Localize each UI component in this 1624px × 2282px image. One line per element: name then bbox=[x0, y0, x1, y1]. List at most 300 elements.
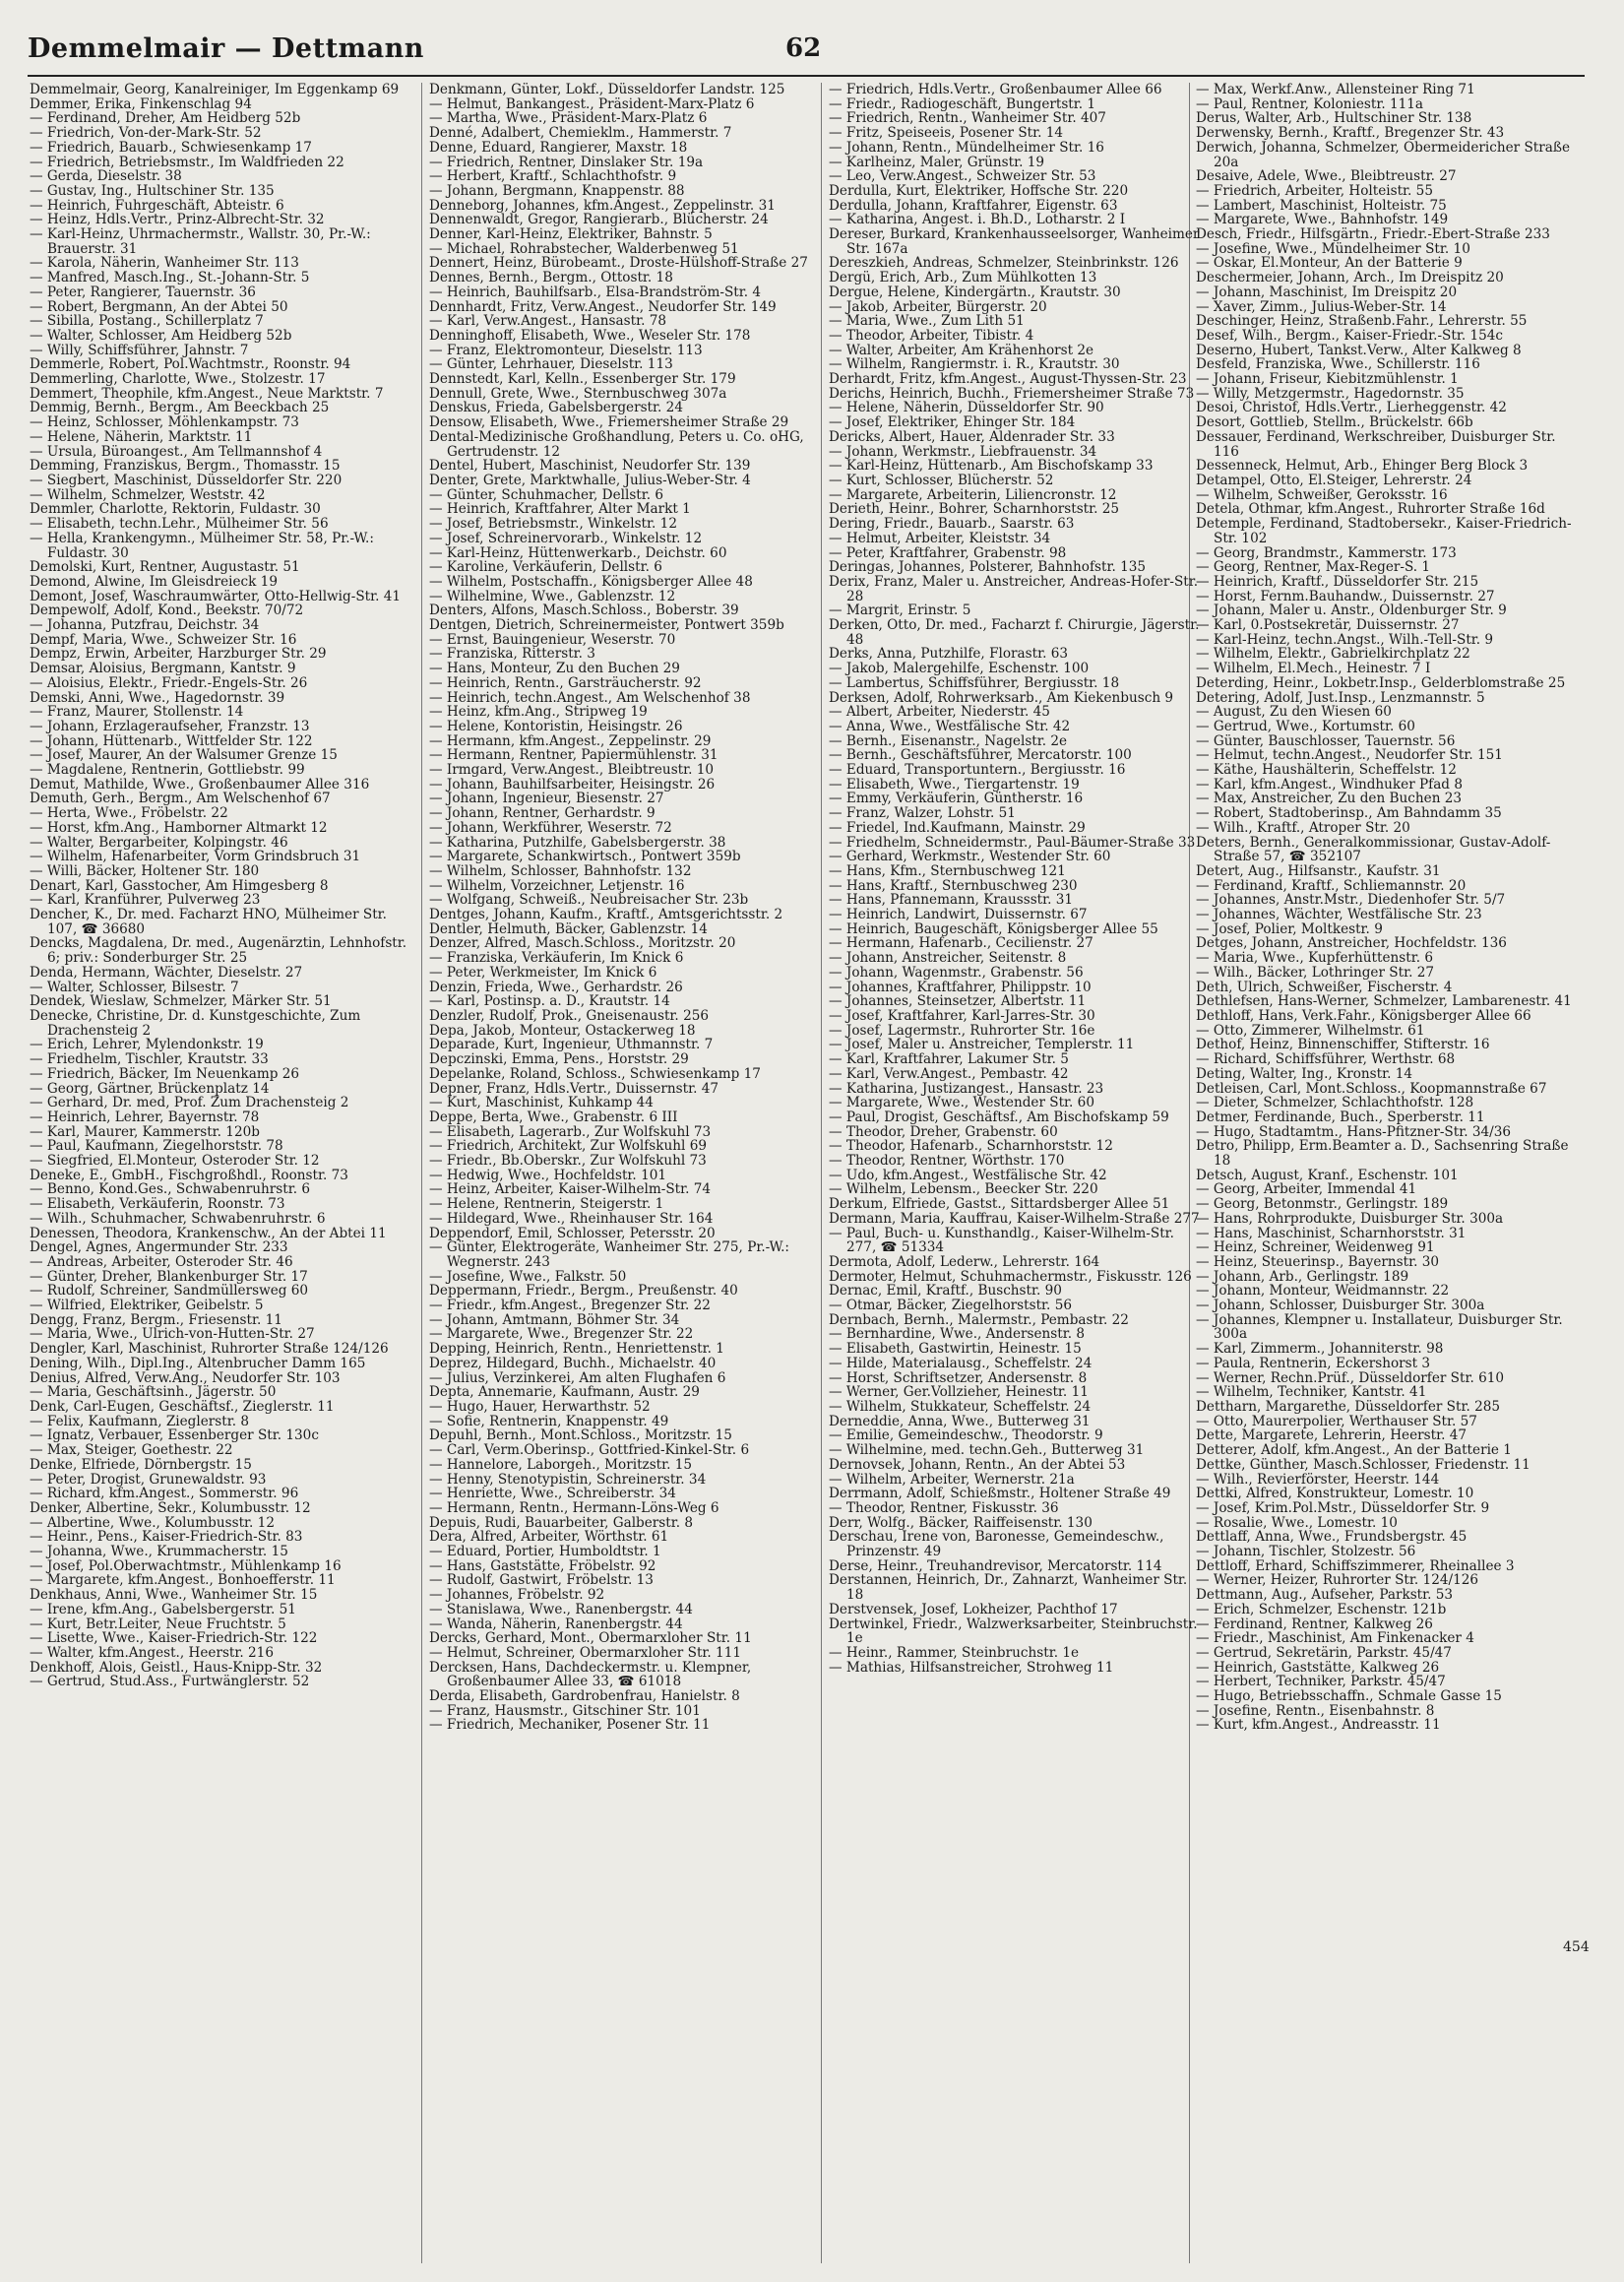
directory-entry: Derksen, Adolf, Rohrwerksarb., Am Kiekenbusch 9 bbox=[829, 689, 1174, 706]
directory-entry: — Günter, Schuhmacher, Dellstr. 6 bbox=[429, 486, 664, 503]
directory-entry: — Friedrich, Rentn., Wanheimer Str. 407 bbox=[829, 110, 1106, 127]
directory-entry: — Karl-Heinz, Uhrmachermstr., Wallstr. 30, Pr.-W.: Brauerstr. 31 bbox=[30, 226, 371, 257]
directory-entry: Denzer, Alfred, Masch.Schloss., Moritzstr. 20 bbox=[429, 935, 736, 952]
directory-entry: — Erich, Lehrer, Mylendonkstr. 19 bbox=[30, 1037, 264, 1053]
directory-entry: — Albertine, Wwe., Kolumbusstr. 12 bbox=[30, 1514, 275, 1531]
directory-entry: — Hans, Monteur, Zu den Buchen 29 bbox=[429, 661, 680, 677]
directory-entry: — Margarete, Wwe., Bahnhofstr. 149 bbox=[1196, 212, 1449, 228]
directory-entry: — Josefine, Rentn., Eisenbahnstr. 8 bbox=[1196, 1702, 1435, 1719]
header-rule bbox=[28, 75, 1585, 77]
directory-entry: Desoi, Christof, Hdls.Vertr., Lierheggenstr. 42 bbox=[1196, 400, 1507, 416]
directory-entry: — Josef, Maler u. Anstreicher, Templerstr. 11 bbox=[829, 1037, 1135, 1053]
directory-entry: — Wilhelm, El.Mech., Heinestr. 7 I bbox=[1196, 661, 1431, 677]
directory-entry: — Rosalie, Wwe., Lomestr. 10 bbox=[1196, 1514, 1398, 1531]
directory-entry: — Maria, Wwe., Kupferhüttenstr. 6 bbox=[1196, 950, 1434, 967]
directory-entry: — Heinrich, Bauhilfsarb., Elsa-Brandström-Str. 4 bbox=[429, 284, 762, 300]
directory-entry: — Josef, Kraftfahrer, Karl-Jarres-Str. 30 bbox=[829, 1008, 1095, 1024]
directory-entry: Denter, Grete, Marktwhalle, Julius-Weber-Str. 4 bbox=[429, 472, 751, 488]
directory-entry: Detampel, Otto, El.Steiger, Lehrerstr. 24 bbox=[1196, 472, 1472, 488]
directory-entry: Derkum, Elfriede, Gastst., Sittardsberger Allee 51 bbox=[829, 1196, 1170, 1213]
directory-entry: — Johann, Wagenmstr., Grabenstr. 56 bbox=[829, 964, 1084, 981]
directory-entry: Derstvensek, Josef, Lokheizer, Pachthof 17 bbox=[829, 1601, 1118, 1617]
directory-entry: Dermota, Adolf, Lederw., Lehrerstr. 164 bbox=[829, 1253, 1100, 1270]
directory-entry: Dera, Alfred, Arbeiter, Wörthstr. 61 bbox=[429, 1529, 669, 1546]
directory-entry: — Theodor, Dreher, Grabenstr. 60 bbox=[829, 1123, 1058, 1140]
directory-entry: Deters, Bernh., Generalkommissionar, Gustav-Adolf-Straße 57, ☎ 352107 bbox=[1196, 834, 1551, 865]
directory-entry: — Margrit, Erinstr. 5 bbox=[829, 602, 971, 619]
directory-entry: Dennes, Bernh., Bergm., Ottostr. 18 bbox=[429, 270, 673, 286]
directory-entry: Dereser, Burkard, Krankenhausseelsorger, Wanheimer Str. 167a bbox=[829, 226, 1200, 257]
directory-entry: — Karola, Näherin, Wanheimer Str. 113 bbox=[30, 255, 299, 272]
directory-entry: — Friedrich, Mechaniker, Posener Str. 11 bbox=[429, 1717, 711, 1734]
directory-entry: — Kurt, Maschinist, Kuhkamp 44 bbox=[429, 1095, 654, 1111]
directory-entry: — Peter, Rangierer, Tauernstr. 36 bbox=[30, 284, 256, 300]
directory-entry: Detert, Aug., Hilfsanstr., Kaufstr. 31 bbox=[1196, 862, 1441, 879]
directory-entry: — Bernhardine, Wwe., Andersenstr. 8 bbox=[829, 1326, 1085, 1343]
directory-entry: — Josefine, Wwe., Mündelheimer Str. 10 bbox=[1196, 240, 1470, 257]
directory-entry: Deting, Walter, Ing., Kronstr. 14 bbox=[1196, 1065, 1413, 1082]
directory-entry: — Mathias, Hilfsanstreicher, Strohweg 11 bbox=[829, 1659, 1114, 1676]
directory-entry: — Gerda, Dieselstr. 38 bbox=[30, 168, 182, 185]
directory-entry: Denkhoff, Alois, Geistl., Haus-Knipp-Str. 32 bbox=[30, 1659, 323, 1676]
directory-entry: — Friedhelm, Schneidermstr., Paul-Bäumer-Straße 33 bbox=[829, 834, 1196, 851]
directory-entry: Dencks, Magdalena, Dr. med., Augenärztin, Lehnhofstr. 6; priv.: Sonderburger Str. 25 bbox=[30, 935, 407, 967]
directory-entry: Deppendorf, Emil, Schlosser, Petersstr. 20 bbox=[429, 1225, 716, 1241]
directory-entry: Deringas, Johannes, Polsterer, Bahnhofstr. 135 bbox=[829, 559, 1147, 576]
directory-entry: — Wilhelm, Arbeiter, Wernerstr. 21a bbox=[829, 1471, 1075, 1488]
directory-entry: — Wilfried, Elektriker, Geibelstr. 5 bbox=[30, 1298, 264, 1314]
directory-entry: Depuhl, Bernh., Mont.Schloss., Moritzstr. 15 bbox=[429, 1427, 732, 1444]
directory-entry: — Katharina, Putzhilfe, Gabelsbergerstr. 38 bbox=[429, 834, 726, 851]
directory-entry: — Friedrich, Arbeiter, Holteistr. 55 bbox=[1196, 182, 1433, 199]
directory-entry: Demski, Anni, Wwe., Hagedornstr. 39 bbox=[30, 689, 285, 706]
directory-entry: — Michael, Rohrabstecher, Walderbenweg 51 bbox=[429, 240, 739, 257]
directory-entry: — Wilhelm, Schlosser, Bahnhofstr. 132 bbox=[429, 862, 692, 879]
directory-entry: — Margarete, kfm.Angest., Bonhoefferstr. 11 bbox=[30, 1572, 336, 1589]
directory-entry: Derhardt, Fritz, kfm.Angest., August-Thyssen-Str. 23 bbox=[829, 371, 1187, 388]
directory-entry: — Kurt, Betr.Leiter, Neue Fruchtstr. 5 bbox=[30, 1616, 286, 1632]
directory-entry: — Wilhelm, Schweißer, Geroksstr. 16 bbox=[1196, 486, 1448, 503]
directory-entry: — Helmut, Arbeiter, Kleiststr. 34 bbox=[829, 530, 1051, 546]
directory-entry: — Irmgard, Verw.Angest., Bleibtreustr. 10 bbox=[429, 762, 715, 779]
directory-entry: — Lambert, Maschinist, Holteistr. 75 bbox=[1196, 197, 1447, 214]
directory-entry: Depta, Annemarie, Kaufmann, Austr. 29 bbox=[429, 1384, 700, 1401]
directory-entry: — Karl, Postinsp. a. D., Krautstr. 14 bbox=[429, 993, 670, 1010]
directory-entry: — Wolfgang, Schweiß., Neubreisacher Str. 23b bbox=[429, 892, 749, 909]
directory-entry: — Felix, Kaufmann, Zieglerstr. 8 bbox=[30, 1413, 250, 1429]
directory-entry: — Johann, Werkmstr., Liebfrauenstr. 34 bbox=[829, 443, 1097, 460]
directory-entry: — Johann, Anstreicher, Seitenstr. 8 bbox=[829, 950, 1067, 967]
directory-entry: Dette, Margarete, Lehrerin, Heerstr. 47 bbox=[1196, 1427, 1468, 1444]
directory-entry: — Friedrich, Betriebsmstr., Im Waldfrieden 22 bbox=[30, 154, 344, 170]
directory-entry: Dessauer, Ferdinand, Werkschreiber, Duisburger Str. 116 bbox=[1196, 428, 1556, 460]
directory-entry: — Johannes, Steinsetzer, Albertstr. 11 bbox=[829, 993, 1087, 1010]
directory-entry: — Katharina, Justizangest., Hansastr. 23 bbox=[829, 1080, 1104, 1097]
directory-entry: — Willy, Metzgermstr., Hagedornstr. 35 bbox=[1196, 385, 1465, 402]
directory-entry: — Josef, Maurer, An der Walsumer Grenze 15 bbox=[30, 747, 338, 764]
directory-entry: — Aloisius, Elektr., Friedr.-Engels-Str. 26 bbox=[30, 674, 308, 691]
directory-entry: — Theodor, Rentner, Fiskusstr. 36 bbox=[829, 1499, 1059, 1516]
directory-entry: — Friedrich, Von-der-Mark-Str. 52 bbox=[30, 125, 262, 142]
directory-entry: — Johann, Hüttenarb., Wittfelder Str. 122 bbox=[30, 732, 313, 749]
directory-entry: Desort, Gottlieb, Stellm., Brückelstr. 66b bbox=[1196, 414, 1473, 431]
directory-entry: — Hannelore, Laborgeh., Moritzstr. 15 bbox=[429, 1456, 693, 1473]
directory-entry: — Wilh., Schuhmacher, Schwabenruhrstr. 6 bbox=[30, 1210, 326, 1227]
directory-entry: Deserno, Hubert, Tankst.Verw., Alter Kalkweg 8 bbox=[1196, 342, 1522, 358]
directory-entry: — Günter, Bauschlosser, Tauernstr. 56 bbox=[1196, 732, 1456, 749]
directory-entry: — Theodor, Rentner, Wörthstr. 170 bbox=[829, 1153, 1065, 1170]
directory-entry: Denkhaus, Anni, Wwe., Wanheimer Str. 15 bbox=[30, 1587, 318, 1604]
directory-entry: — Wanda, Näherin, Ranenbergstr. 44 bbox=[429, 1616, 683, 1632]
directory-entry: — Irene, kfm.Ang., Gabelsbergerstr. 51 bbox=[30, 1601, 296, 1617]
directory-entry: — Heinz, Hdls.Vertr., Prinz-Albrecht-Str. 32 bbox=[30, 212, 325, 228]
directory-entry: — Johann, Bauhilfsarbeiter, Heisingstr. 26 bbox=[429, 776, 716, 792]
directory-entry: — Horst, Schriftsetzer, Andersenstr. 8 bbox=[829, 1369, 1088, 1386]
directory-entry: — Ignatz, Verbauer, Essenberger Str. 130c bbox=[30, 1427, 319, 1444]
directory-entry: — Heinrich, Kraftf., Düsseldorfer Str. 215 bbox=[1196, 573, 1479, 590]
directory-entry: — Heinrich, techn.Angest., Am Welschenhof 38 bbox=[429, 689, 751, 706]
directory-entry: — Hilde, Materialausg., Scheffelstr. 24 bbox=[829, 1355, 1093, 1371]
directory-entry: — Stanislawa, Wwe., Ranenbergstr. 44 bbox=[429, 1601, 693, 1617]
directory-entry: — Johann, Erzlageraufseher, Franzstr. 13 bbox=[30, 718, 310, 734]
directory-entry: Dercks, Gerhard, Mont., Obermarxloher Str. 11 bbox=[429, 1630, 752, 1647]
directory-entry: — Hermann, kfm.Angest., Zeppelinstr. 29 bbox=[429, 732, 712, 749]
directory-entry: — Jakob, Malergehilfe, Eschenstr. 100 bbox=[829, 661, 1090, 677]
directory-entry: — Friedrich, Rentner, Dinslaker Str. 19a bbox=[429, 154, 704, 170]
directory-entry: Dempf, Maria, Wwe., Schweizer Str. 16 bbox=[30, 631, 297, 648]
directory-entry: Dennenwaldt, Gregor, Rangierarb., Blücherstr. 24 bbox=[429, 212, 769, 228]
directory-entry: — Maria, Geschäftsinh., Jägerstr. 50 bbox=[30, 1384, 277, 1401]
directory-entry: Detemple, Ferdinand, Stadtobersekr., Kaiser-Friedrich-Str. 102 bbox=[1196, 516, 1572, 546]
directory-entry: — Oskar, El.Monteur, An der Batterie 9 bbox=[1196, 255, 1463, 272]
directory-entry: — Jakob, Arbeiter, Bürgerstr. 20 bbox=[829, 298, 1047, 315]
directory-entry: — Ferdinand, Dreher, Am Heidberg 52b bbox=[30, 110, 301, 127]
directory-entry: — Siegbert, Maschinist, Düsseldorfer Str. 220 bbox=[30, 472, 343, 488]
directory-entry: — Johann, Werkführer, Weserstr. 72 bbox=[429, 819, 672, 836]
directory-entry: Denker, Albertine, Sekr., Kolumbusstr. 12 bbox=[30, 1499, 311, 1516]
directory-entry: — Magdalene, Rentnerin, Gottliebstr. 99 bbox=[30, 762, 305, 779]
directory-entry: Denner, Karl-Heinz, Elektriker, Bahnstr. 5 bbox=[429, 226, 713, 243]
directory-entry: — Walter, Schlosser, Bilsestr. 7 bbox=[30, 979, 239, 995]
directory-entry: — Albert, Arbeiter, Niederstr. 45 bbox=[829, 704, 1050, 721]
directory-entry: — Kurt, Schlosser, Blücherstr. 52 bbox=[829, 472, 1054, 488]
directory-entry: Dentler, Helmuth, Bäcker, Gablenzstr. 14 bbox=[429, 920, 708, 937]
directory-entry: Derks, Anna, Putzhilfe, Florastr. 63 bbox=[829, 646, 1069, 663]
directory-entry: Dettmann, Aug., Aufseher, Parkstr. 53 bbox=[1196, 1587, 1454, 1604]
directory-entry: — Robert, Bergmann, An der Abtei 50 bbox=[30, 298, 288, 315]
directory-entry: — Anna, Wwe., Westfälische Str. 42 bbox=[829, 718, 1071, 734]
directory-entry: Dereszkieh, Andreas, Schmelzer, Steinbrinkstr. 126 bbox=[829, 255, 1179, 272]
directory-entry: — Paula, Rentnerin, Eckershorst 3 bbox=[1196, 1355, 1431, 1371]
directory-entry: Deprez, Hildegard, Buchh., Michaelstr. 40 bbox=[429, 1355, 717, 1371]
directory-entry: — Johann, Maler u. Anstr., Oldenburger Str. 9 bbox=[1196, 602, 1507, 619]
directory-entry: Desch, Friedr., Hilfsgärtn., Friedr.-Ebert-Straße 233 bbox=[1196, 226, 1550, 243]
directory-entry: Denné, Adalbert, Chemieklm., Hammerstr. 7 bbox=[429, 125, 732, 142]
directory-entry: — Elisabeth, Gastwirtin, Heinestr. 15 bbox=[829, 1341, 1082, 1358]
directory-entry: — Hugo, Hauer, Herwarthstr. 52 bbox=[429, 1398, 651, 1415]
directory-entry: — Johanna, Wwe., Krummacherstr. 15 bbox=[30, 1544, 288, 1560]
directory-entry: — Heinz, Schlosser, Möhlenkampstr. 73 bbox=[30, 414, 299, 431]
directory-entry: — Helmut, Schreiner, Obermarxloher Str. 111 bbox=[429, 1644, 741, 1661]
directory-entry: — Hans, Pfannemann, Kraussstr. 31 bbox=[829, 892, 1074, 909]
directory-entry: Detela, Othmar, kfm.Angest., Ruhrorter Straße 16d bbox=[1196, 501, 1545, 518]
directory-entry: Depczinski, Emma, Pens., Horststr. 29 bbox=[429, 1051, 689, 1068]
directory-entry: — Heinz, Steuerinsp., Bayernstr. 30 bbox=[1196, 1253, 1440, 1270]
directory-entry: Demming, Franziskus, Bergm., Thomasstr. 15 bbox=[30, 458, 341, 475]
directory-entry: — Friedr., Bb.Oberskr., Zur Wolfskuhl 73 bbox=[429, 1153, 707, 1170]
directory-entry: Dernbach, Bernh., Malermstr., Pembastr. 22 bbox=[829, 1311, 1129, 1328]
directory-entry: — Paul, Rentner, Koloniestr. 111a bbox=[1196, 95, 1424, 112]
directory-entry: — Johann, Amtmann, Böhmer Str. 34 bbox=[429, 1311, 680, 1328]
margin-number: 454 bbox=[1563, 1939, 1590, 1955]
directory-entry: — Wilhelmine, Wwe., Gablenzstr. 12 bbox=[429, 588, 676, 604]
column-4 bbox=[1196, 83, 1585, 2268]
directory-entry: — Margarete, Wwe., Westender Str. 60 bbox=[829, 1095, 1094, 1111]
directory-entry: Dercksen, Hans, Dachdeckermstr. u. Klempner, Großenbaumer Allee 33, ☎ 61018 bbox=[429, 1659, 752, 1690]
directory-entry: Detsch, August, Kranf., Eschenstr. 101 bbox=[1196, 1167, 1459, 1183]
directory-entry: — Manfred, Masch.Ing., St.-Johann-Str. 5 bbox=[30, 270, 310, 286]
directory-entry: — Eduard, Portier, Humboldtstr. 1 bbox=[429, 1544, 661, 1560]
directory-entry: Demut, Mathilde, Wwe., Großenbaumer Allee 316 bbox=[30, 776, 370, 792]
directory-entry: — Walter, Schlosser, Am Heidberg 52b bbox=[30, 327, 292, 344]
directory-entry: — Udo, kfm.Angest., Westfälische Str. 42 bbox=[829, 1167, 1107, 1183]
directory-entry: Derdulla, Kurt, Elektriker, Hoffsche Str. 220 bbox=[829, 182, 1129, 199]
directory-entry: Dettlaff, Anna, Wwe., Frundsbergstr. 45 bbox=[1196, 1529, 1468, 1546]
directory-entry: — Hedwig, Wwe., Hochfeldstr. 101 bbox=[429, 1167, 667, 1183]
directory-entry: — Heinz, Arbeiter, Kaiser-Wilhelm-Str. 74 bbox=[429, 1181, 712, 1198]
directory-entry: Dennhardt, Fritz, Verw.Angest., Neudorfer Str. 149 bbox=[429, 298, 777, 315]
directory-entry: — Maria, Wwe., Zum Lith 51 bbox=[829, 313, 1025, 330]
directory-entry: Derichs, Heinrich, Buchh., Friemersheimer Straße 73 bbox=[829, 385, 1195, 402]
directory-entry: — Günter, Lehrhauer, Dieselstr. 113 bbox=[429, 356, 673, 373]
directory-entry: — Josef, Pol.Oberwachtmstr., Mühlenkamp 16 bbox=[30, 1557, 342, 1574]
directory-entry: — Henny, Stenotypistin, Schreinerstr. 34 bbox=[429, 1471, 707, 1488]
directory-entry: — Günter, Dreher, Blankenburger Str. 17 bbox=[30, 1268, 308, 1285]
directory-entry: — Georg, Brandmstr., Kammerstr. 173 bbox=[1196, 544, 1457, 561]
directory-entry: — Lambertus, Schiffsführer, Bergiusstr. 18 bbox=[829, 674, 1120, 691]
directory-entry: Desef, Wilh., Bergm., Kaiser-Friedr.-Str. 154c bbox=[1196, 327, 1504, 344]
directory-entry: — Johannes, Anstr.Mstr., Diedenhofer Str. 5/7 bbox=[1196, 892, 1506, 909]
directory-entry: Dental-Medizinische Großhandlung, Peters u. Co. oHG, Gertrudenstr. 12 bbox=[429, 428, 804, 460]
directory-entry: — Wilhelm, Vorzeichner, Letjenstr. 16 bbox=[429, 877, 685, 894]
directory-entry: — Horst, Fernm.Bauhandw., Duissernstr. 27 bbox=[1196, 588, 1495, 604]
directory-entry: — Karl, Verw.Angest., Hansastr. 78 bbox=[429, 313, 667, 330]
directory-entry: Demmer, Erika, Finkenschlag 94 bbox=[30, 95, 252, 112]
directory-entry: Denecke, Christine, Dr. d. Kunstgeschichte, Zum Drachensteig 2 bbox=[30, 1008, 361, 1039]
directory-entry: — Karl, kfm.Angest., Windhuker Pfad 8 bbox=[1196, 776, 1463, 792]
directory-entry: Denessen, Theodora, Krankenschw., An der Abtei 11 bbox=[30, 1225, 387, 1241]
directory-entry: Demond, Alwine, Im Gleisdreieck 19 bbox=[30, 573, 278, 590]
directory-entry: Demmelmair, Georg, Kanalreiniger, Im Eggenkamp 69 bbox=[30, 83, 400, 97]
directory-entry: — Willi, Bäcker, Holtener Str. 180 bbox=[30, 862, 260, 879]
directory-entry: — Johann, Arb., Gerlingstr. 189 bbox=[1196, 1268, 1409, 1285]
directory-entry: Depping, Heinrich, Rentn., Henriettenstr. 1 bbox=[429, 1341, 724, 1358]
directory-entry: — Günter, Elektrogeräte, Wanheimer Str. 275, Pr.-W.: Wegnerstr. 243 bbox=[429, 1239, 790, 1270]
directory-entry: — Franz, Walzer, Lohstr. 51 bbox=[829, 805, 1016, 822]
directory-entry: Dessenneck, Helmut, Arb., Ehinger Berg Block 3 bbox=[1196, 458, 1529, 475]
directory-entry: — Georg, Rentner, Max-Reger-S. 1 bbox=[1196, 559, 1431, 576]
directory-entry: — Ferdinand, Rentner, Kalkweg 26 bbox=[1196, 1616, 1433, 1632]
directory-entry: — Walter, Bergarbeiter, Kolpingstr. 46 bbox=[30, 834, 288, 851]
directory-entry: — Johann, Ingenieur, Biesenstr. 27 bbox=[429, 791, 664, 807]
directory-entry: Dentel, Hubert, Maschinist, Neudorfer Str. 139 bbox=[429, 458, 751, 475]
column-1 bbox=[30, 83, 408, 2268]
directory-entry: Detges, Johann, Anstreicher, Hochfeldstr. 136 bbox=[1196, 935, 1507, 952]
directory-entry: — Johann, Rentn., Mündelheimer Str. 16 bbox=[829, 139, 1104, 156]
directory-entry: — Hermann, Hafenarb., Cecilienstr. 27 bbox=[829, 935, 1093, 952]
directory-entry: — Richard, kfm.Angest., Sommerstr. 96 bbox=[30, 1486, 299, 1502]
directory-entry: — Gerhard, Werkmstr., Westender Str. 60 bbox=[829, 849, 1111, 865]
directory-entry: — Paul, Buch- u. Kunsthandlg., Kaiser-Wilhelm-Str. 277, ☎ 51334 bbox=[829, 1225, 1174, 1256]
directory-entry: — Hugo, Betriebsschaffn., Schmale Gasse 15 bbox=[1196, 1688, 1502, 1705]
directory-entry: — Margarete, Schankwirtsch., Pontwert 359b bbox=[429, 849, 741, 865]
directory-entry: — Johann, Maschinist, Im Dreispitz 20 bbox=[1196, 284, 1458, 300]
directory-entry: — Johannes, Kraftfahrer, Philippstr. 10 bbox=[829, 979, 1092, 995]
directory-entry: — Josef, Krim.Pol.Mstr., Düsseldorfer Str. 9 bbox=[1196, 1499, 1490, 1516]
directory-entry: — Rudolf, Schreiner, Sandmüllersweg 60 bbox=[30, 1283, 309, 1299]
directory-entry: Dettki, Alfred, Konstrukteur, Lomestr. 10 bbox=[1196, 1486, 1474, 1502]
directory-entry: — Johann, Tischler, Stolzestr. 56 bbox=[1196, 1544, 1416, 1560]
directory-entry: Dernac, Emil, Kraftf., Buschstr. 90 bbox=[829, 1283, 1062, 1299]
directory-entry: — Karoline, Verkäuferin, Dellstr. 6 bbox=[429, 559, 662, 576]
directory-entry: — Ernst, Bauingenieur, Weserstr. 70 bbox=[429, 631, 676, 648]
directory-entry: — Rudolf, Gastwirt, Fröbelstr. 13 bbox=[429, 1572, 654, 1589]
directory-entry: Derwensky, Bernh., Kraftf., Bregenzer Str. 43 bbox=[1196, 125, 1505, 142]
directory-entry: — Helene, Rentnerin, Steigerstr. 1 bbox=[429, 1196, 664, 1213]
directory-entry: — Josef, Polier, Moltkestr. 9 bbox=[1196, 920, 1383, 937]
directory-entry: Dernovsek, Johann, Rentn., An der Abtei 53 bbox=[829, 1456, 1126, 1473]
directory-entry: Dengg, Franz, Bergm., Friesenstr. 11 bbox=[30, 1311, 282, 1328]
directory-entry: Detering, Adolf, Just.Insp., Lenzmannstr. 5 bbox=[1196, 689, 1485, 706]
directory-entry: Derix, Franz, Maler u. Anstreicher, Andreas-Hofer-Str. 28 bbox=[829, 573, 1199, 604]
directory-entry: — Franz, Maurer, Stollenstr. 14 bbox=[30, 704, 244, 721]
directory-entry: Desfeld, Franziska, Wwe., Schillerstr. 116 bbox=[1196, 356, 1480, 373]
directory-entry: Dennert, Heinz, Bürobeamt., Droste-Hülshoff-Straße 27 bbox=[429, 255, 808, 272]
directory-entry: — Hugo, Stadtamtm., Hans-Pfitzner-Str. 34/36 bbox=[1196, 1123, 1512, 1140]
directory-entry: — Karl, Kraftfahrer, Lakumer Str. 5 bbox=[829, 1051, 1069, 1068]
directory-entry: — Käthe, Haushälterin, Scheffelstr. 12 bbox=[1196, 762, 1457, 779]
directory-entry: Derus, Walter, Arb., Hultschiner Str. 138 bbox=[1196, 110, 1472, 127]
directory-entry: Demmig, Bernh., Bergm., Am Beeckbach 25 bbox=[30, 400, 330, 416]
directory-entry: Derneddie, Anna, Wwe., Butterweg 31 bbox=[829, 1413, 1091, 1429]
directory-entry: — Friedhelm, Tischler, Krautstr. 33 bbox=[30, 1051, 269, 1068]
directory-entry: — Otto, Maurerpolier, Werthauser Str. 57 bbox=[1196, 1413, 1477, 1429]
directory-entry: Derwich, Johanna, Schmelzer, Obermeidericher Straße 20a bbox=[1196, 139, 1571, 170]
directory-entry: — Heinr., Rammer, Steinbruchstr. 1e bbox=[829, 1644, 1080, 1661]
directory-entry: — Erich, Schmelzer, Eschenstr. 121b bbox=[1196, 1601, 1447, 1617]
directory-entry: Denters, Alfons, Masch.Schloss., Boberstr. 39 bbox=[429, 602, 739, 619]
directory-entry: — August, Zu den Wiesen 60 bbox=[1196, 704, 1392, 721]
directory-entry: — Hermann, Rentn., Hermann-Löns-Weg 6 bbox=[429, 1499, 719, 1516]
directory-entry: — Karl, 0.Postsekretär, Duissernstr. 27 bbox=[1196, 617, 1460, 634]
directory-entry: — Eduard, Transportuntern., Bergiusstr. 16 bbox=[829, 762, 1126, 779]
directory-entry: — Johann, Friseur, Kiebitzmühlenstr. 1 bbox=[1196, 371, 1459, 388]
directory-entry: — Karlheinz, Maler, Grünstr. 19 bbox=[829, 154, 1045, 170]
directory-entry: — Werner, Rechn.Prüf., Düsseldorfer Str. 610 bbox=[1196, 1369, 1505, 1386]
column-divider bbox=[421, 83, 422, 2263]
directory-entry: — Helmut, Bankangest., Präsident-Marx-Platz 6 bbox=[429, 95, 755, 112]
directory-entry: — Margarete, Arbeiterin, Liliencronstr. 12 bbox=[829, 486, 1117, 503]
directory-entry: — Katharina, Angest. i. Bh.D., Lotharstr. 2 I bbox=[829, 212, 1126, 228]
directory-entry: — Heinz, Schreiner, Weidenweg 91 bbox=[1196, 1239, 1435, 1256]
directory-entry: — Horst, kfm.Ang., Hamborner Altmarkt 12 bbox=[30, 819, 328, 836]
directory-entry: — Hildegard, Wwe., Rheinhauser Str. 164 bbox=[429, 1210, 714, 1227]
directory-entry: — Josef, Elektriker, Ehinger Str. 184 bbox=[829, 414, 1076, 431]
directory-entry: Deppe, Berta, Wwe., Grabenstr. 6 III bbox=[429, 1109, 678, 1125]
directory-entry: — Elisabeth, Wwe., Tiergartenstr. 19 bbox=[829, 776, 1080, 792]
directory-entry: — Wilhelm, Techniker, Kantstr. 41 bbox=[1196, 1384, 1427, 1401]
directory-entry: — Heinr., Pens., Kaiser-Friedrich-Str. 83 bbox=[30, 1529, 303, 1546]
directory-entry: — Gerhard, Dr. med, Prof. Zum Drachensteig 2 bbox=[30, 1095, 349, 1111]
directory-entry: — Wilh., Bäcker, Lothringer Str. 27 bbox=[1196, 964, 1435, 981]
directory-entry: — Franz, Elektromonteur, Dieselstr. 113 bbox=[429, 342, 703, 358]
directory-entry: — Johann, Bergmann, Knappenstr. 88 bbox=[429, 182, 685, 199]
directory-entry: — Bernh., Geschäftsführer, Mercatorstr. 100 bbox=[829, 747, 1132, 764]
directory-entry: — Wilh., Kraftf., Atroper Str. 20 bbox=[1196, 819, 1410, 836]
directory-entry: Derdulla, Johann, Kraftfahrer, Eigenstr. 63 bbox=[829, 197, 1118, 214]
directory-entry: Denke, Elfriede, Dörnbergstr. 15 bbox=[30, 1456, 252, 1473]
directory-entry: Dengler, Karl, Maschinist, Ruhrorter Straße 124/126 bbox=[30, 1341, 389, 1358]
directory-entry: — Peter, Werkmeister, Im Knick 6 bbox=[429, 964, 657, 981]
directory-entry: Depuis, Rudi, Bauarbeiter, Galberstr. 8 bbox=[429, 1514, 694, 1531]
directory-entry: Densow, Elisabeth, Wwe., Friemersheimer Straße 29 bbox=[429, 414, 789, 431]
directory-entry: — Friedr., kfm.Angest., Bregenzer Str. 22 bbox=[429, 1298, 711, 1314]
directory-entry: — Herbert, Kraftf., Schlachthofstr. 9 bbox=[429, 168, 677, 185]
directory-entry: — Gertrud, Wwe., Kortumstr. 60 bbox=[1196, 718, 1415, 734]
directory-entry: Denda, Hermann, Wächter, Dieselstr. 27 bbox=[30, 964, 303, 981]
directory-entry: — Gustav, Ing., Hultschiner Str. 135 bbox=[30, 182, 275, 199]
directory-entry: Dengel, Agnes, Angermunder Str. 233 bbox=[30, 1239, 288, 1256]
directory-entry: Detleisen, Carl, Mont.Schloss., Koopmannstraße 67 bbox=[1196, 1080, 1547, 1097]
directory-entry: — Willy, Schiffsführer, Jahnstr. 7 bbox=[30, 342, 249, 358]
directory-entry: — Richard, Schiffsführer, Werthstr. 68 bbox=[1196, 1051, 1456, 1068]
directory-entry: — Ferdinand, Kraftf., Schliemannstr. 20 bbox=[1196, 877, 1467, 894]
directory-entry: — Johann, Monteur, Weidmannstr. 22 bbox=[1196, 1283, 1450, 1299]
directory-entry: — Hans, Rohrprodukte, Duisburger Str. 300a bbox=[1196, 1210, 1504, 1227]
directory-entry: — Friedrich, Bauarb., Schwiesenkamp 17 bbox=[30, 139, 312, 156]
directory-entry: — Johannes, Klempner u. Installateur, Duisburger Str. 300a bbox=[1196, 1311, 1563, 1343]
directory-entry: — Friedrich, Bäcker, Im Neuenkamp 26 bbox=[30, 1065, 300, 1082]
directory-entry: — Max, Steiger, Goethestr. 22 bbox=[30, 1442, 233, 1459]
directory-entry: — Wilhelm, Schmelzer, Weststr. 42 bbox=[30, 486, 266, 503]
directory-entry: Derschau, Irene von, Baronesse, Gemeindeschw., Prinzenstr. 49 bbox=[829, 1529, 1164, 1560]
directory-entry: Dening, Wilh., Dipl.Ing., Altenbrucher Damm 165 bbox=[30, 1355, 366, 1371]
directory-entry: — Karl-Heinz, Hüttenwerkarb., Deichstr. 60 bbox=[429, 544, 727, 561]
directory-entry: — Otto, Zimmerer, Wilhelmstr. 61 bbox=[1196, 1022, 1425, 1039]
directory-entry: Dennstedt, Karl, Kelln., Essenberger Str. 179 bbox=[429, 371, 736, 388]
directory-entry: — Heinrich, Kraftfahrer, Alter Markt 1 bbox=[429, 501, 691, 518]
directory-entry: Depa, Jakob, Monteur, Ostackerweg 18 bbox=[429, 1022, 696, 1039]
directory-entry: — Werner, Ger.Vollzieher, Heinestr. 11 bbox=[829, 1384, 1089, 1401]
directory-entry: Denne, Eduard, Rangierer, Maxstr. 18 bbox=[429, 139, 688, 156]
directory-entry: — Peter, Drogist, Grunewaldstr. 93 bbox=[30, 1471, 267, 1488]
directory-entry: — Max, Anstreicher, Zu den Buchen 23 bbox=[1196, 791, 1463, 807]
directory-entry: Dethlefsen, Hans-Werner, Schmelzer, Lambarenestr. 41 bbox=[1196, 993, 1572, 1010]
directory-entry: Derstannen, Heinrich, Dr., Zahnarzt, Wanheimer Str. 18 bbox=[829, 1572, 1188, 1604]
directory-entry: Dermoter, Helmut, Schuhmachermstr., Fiskusstr. 126 bbox=[829, 1268, 1192, 1285]
directory-entry: — Robert, Stadtoberinsp., Am Bahndamm 35 bbox=[1196, 805, 1502, 822]
directory-entry: Dethof, Heinz, Binnenschiffer, Stifterstr. 16 bbox=[1196, 1037, 1490, 1053]
directory-entry: Dentgen, Dietrich, Schreinermeister, Pontwert 359b bbox=[429, 617, 784, 634]
directory-entry: — Wilhelm, Hafenarbeiter, Vorm Grindsbruch 31 bbox=[30, 849, 361, 865]
header-name-range: Demmelmair — Dettmann bbox=[28, 33, 424, 64]
directory-entry: — Gertrud, Sekretärin, Parkstr. 45/47 bbox=[1196, 1644, 1452, 1661]
directory-entry: Dempz, Erwin, Arbeiter, Harzburger Str. 29 bbox=[30, 646, 327, 663]
directory-entry: — Friedrich, Hdls.Vertr., Großenbaumer Allee 66 bbox=[829, 83, 1162, 97]
directory-entry: Derrmann, Adolf, Schießmstr., Holtener Straße 49 bbox=[829, 1486, 1171, 1502]
directory-entry: — Maria, Wwe., Ulrich-von-Hutten-Str. 27 bbox=[30, 1326, 315, 1343]
directory-entry: — Franz, Hausmstr., Gitschiner Str. 101 bbox=[429, 1702, 701, 1719]
